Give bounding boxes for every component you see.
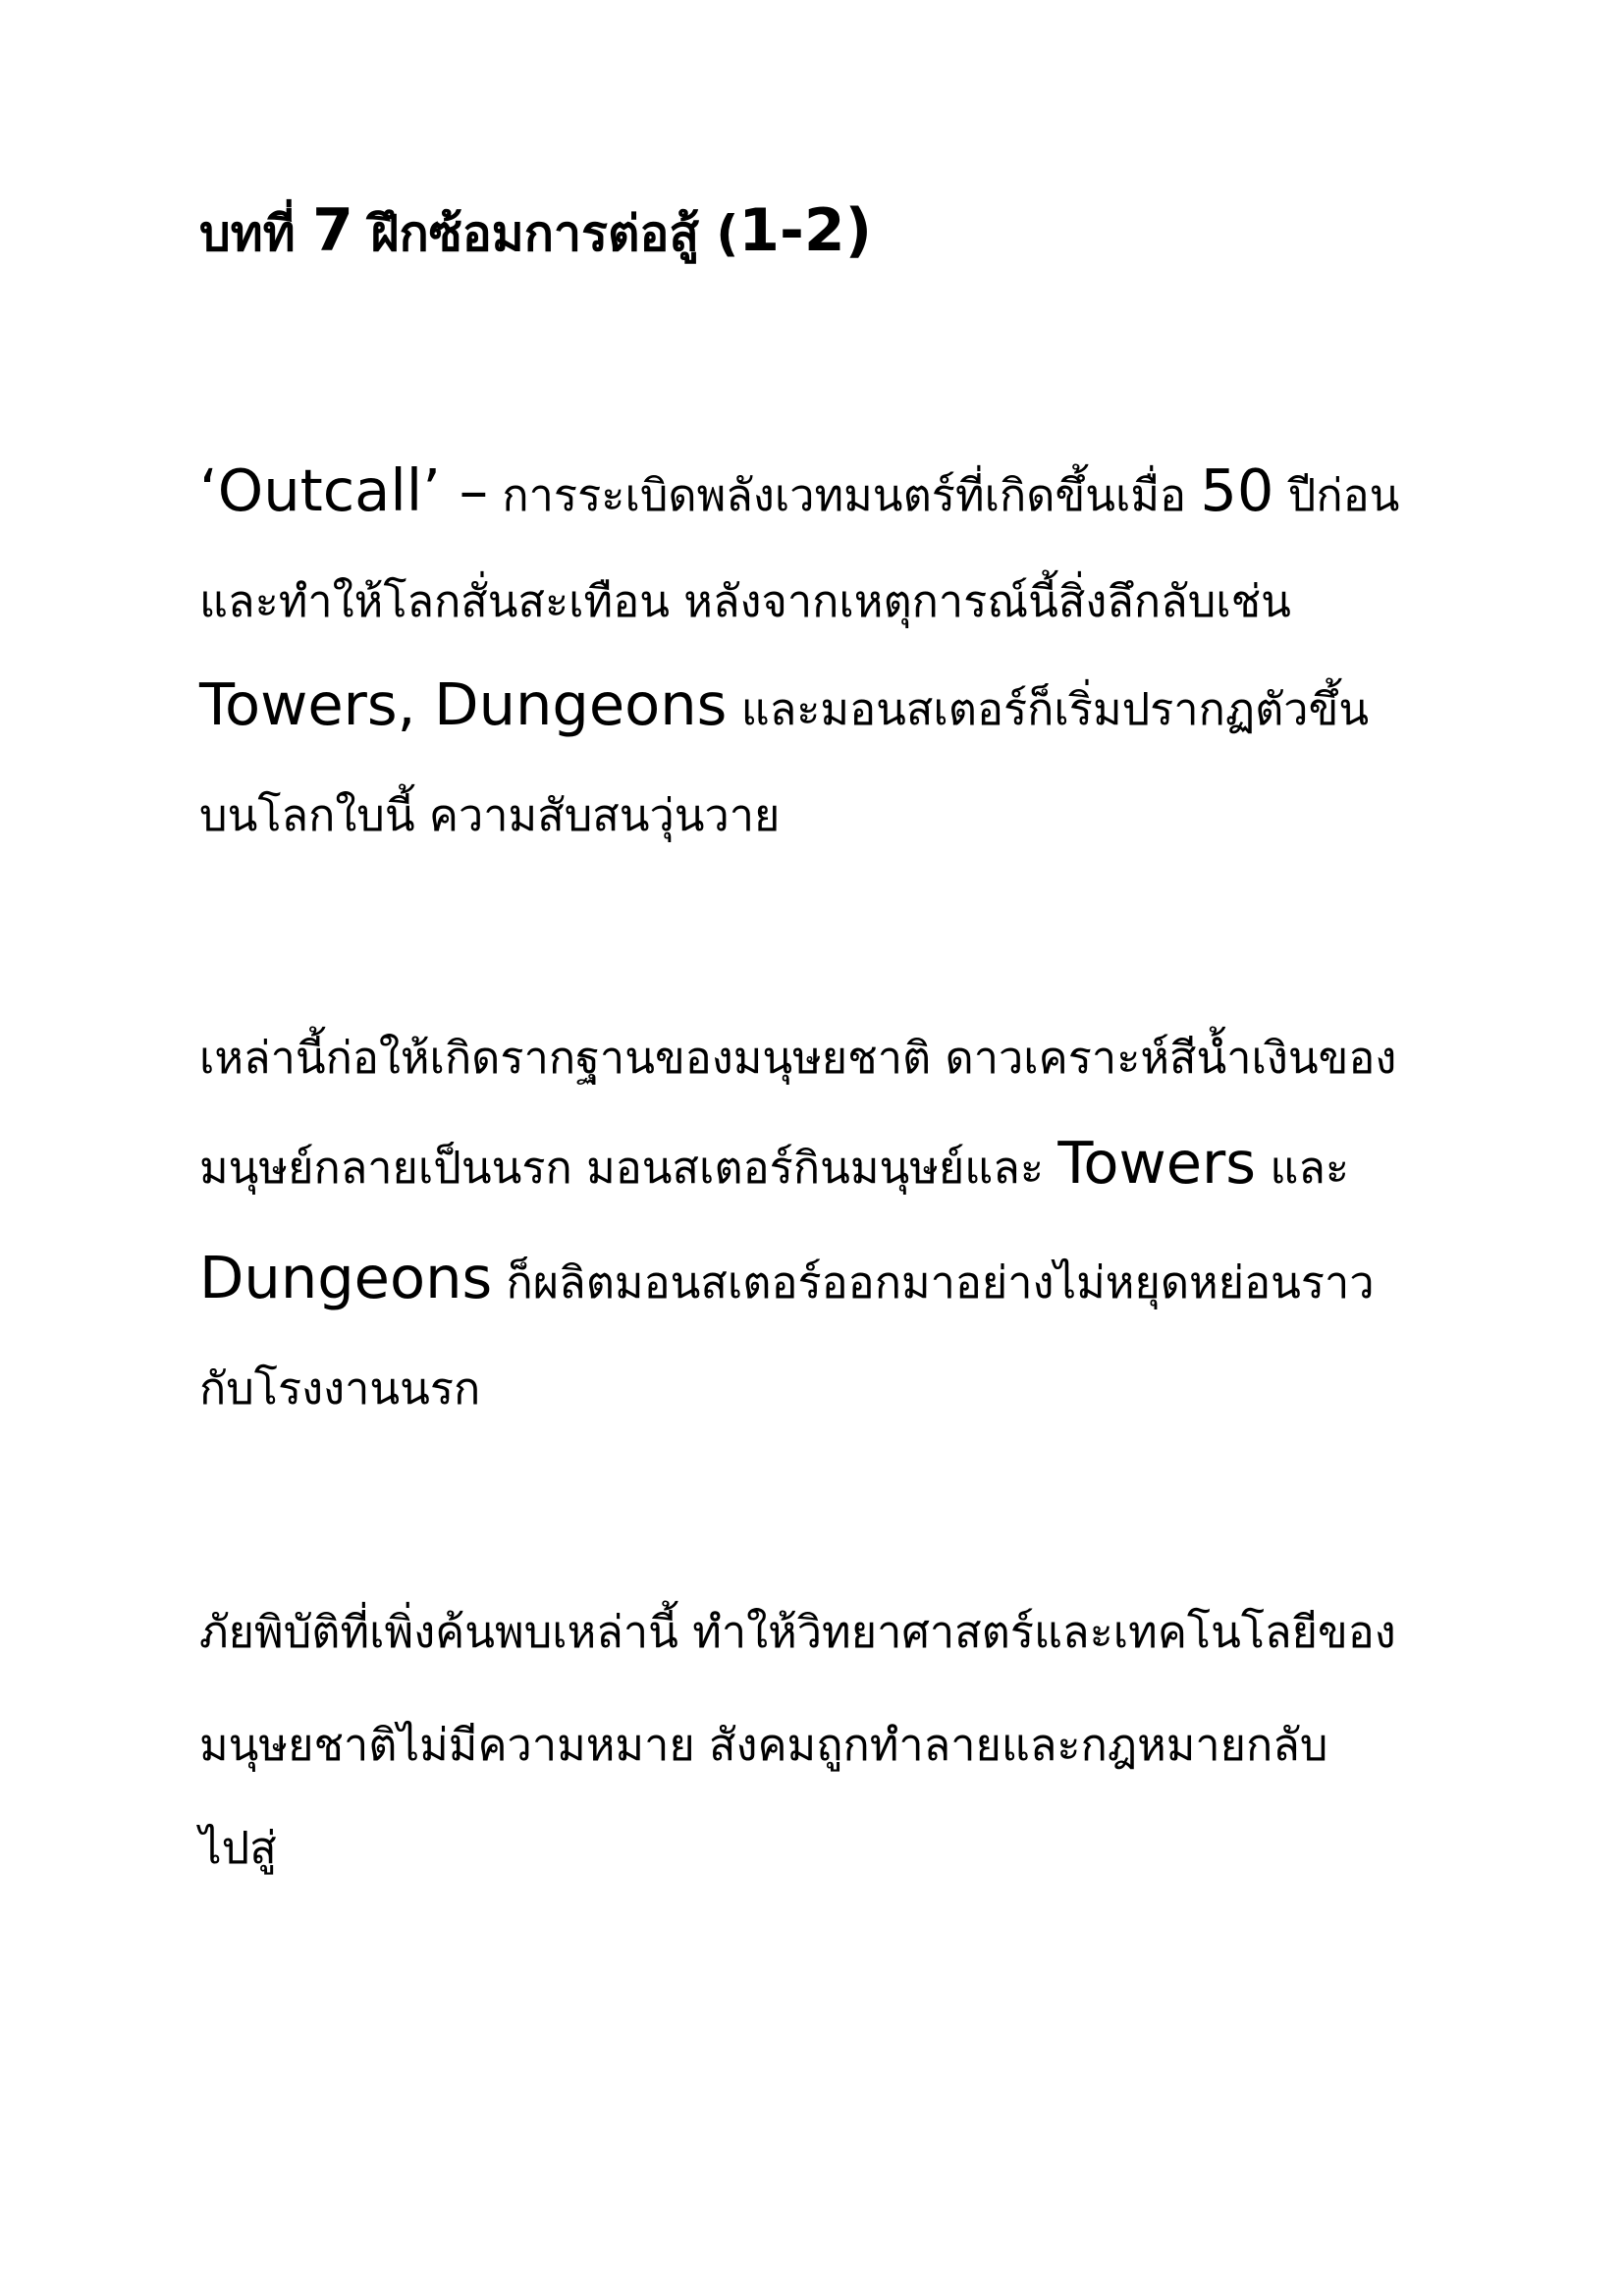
- outcall-term: ‘Outcall’ –: [199, 456, 489, 524]
- paragraph-2-line-1: เหล่านี้ก่อให้เกิดรากฐานของมนุษยชาติ ดาวเคราะห์สีน้ำเงินของ: [199, 1032, 1397, 1084]
- years-number: 50: [1200, 456, 1274, 524]
- paragraph-3-line-2: มนุษยชาติไม่มีความหมาย สังคมถูกทำลายและกฎหมายกลับ: [199, 1719, 1328, 1771]
- outcall-text-b: ปีก่อน: [1287, 469, 1400, 521]
- heading-paren: (: [716, 205, 739, 262]
- paragraph-1-line-2: และทำให้โลกสั่นสะเทือน หลังจากเหตุการณ์นี้สิ่งลึกลับเช่น: [199, 575, 1291, 627]
- paragraph-1-line-3: [199, 670, 1370, 738]
- paragraph-3-line-3: ไปสู่: [199, 1822, 277, 1874]
- paragraph-2-line-3: [199, 1244, 1375, 1311]
- paragraph-2-line-2: [199, 1129, 1350, 1197]
- towers-dungeons-term: Towers, Dungeons: [199, 670, 728, 738]
- paragraph-1-line-1: [199, 456, 1400, 524]
- heading-text: ฝึกซ้อมการต่อสู้: [370, 205, 699, 262]
- paragraph-2-line-3-text: ก็ผลิตมอนสเตอร์ออกมาอย่างไม่หยุดหย่อนราว: [506, 1256, 1375, 1308]
- paragraph-1-line-4: บนโลกใบนี้ ความสับสนวุ่นวาย: [199, 789, 781, 841]
- heading-prefix: บทที่: [199, 205, 296, 262]
- dungeons-term: Dungeons: [199, 1244, 493, 1311]
- paragraph-2-line-2-text-a: มนุษย์กลายเป็นนรก มอนสเตอร์กินมนุษย์และ: [199, 1142, 1045, 1194]
- paragraph-3-line-1: ภัยพิบัติที่เพิ่งค้นพบเหล่านี้ ทำให้วิทยาศาสตร์และเทคโนโลยีของ: [199, 1606, 1396, 1658]
- towers-term: Towers: [1057, 1129, 1257, 1197]
- chapter-heading: [199, 196, 873, 265]
- heading-number: 7: [312, 196, 353, 265]
- paragraph-1-line-3-text: และมอนสเตอร์ก็เริ่มปรากฏตัวขึ้น: [740, 683, 1370, 735]
- paragraph-2-line-2-text-b: และ: [1270, 1142, 1350, 1194]
- heading-range: 1-2): [738, 196, 873, 265]
- outcall-text-a: การระเบิดพลังเวทมนตร์ที่เกิดขึ้นเมื่อ: [502, 469, 1187, 521]
- paragraph-2-line-4: กับโรงงานนรก: [199, 1362, 481, 1415]
